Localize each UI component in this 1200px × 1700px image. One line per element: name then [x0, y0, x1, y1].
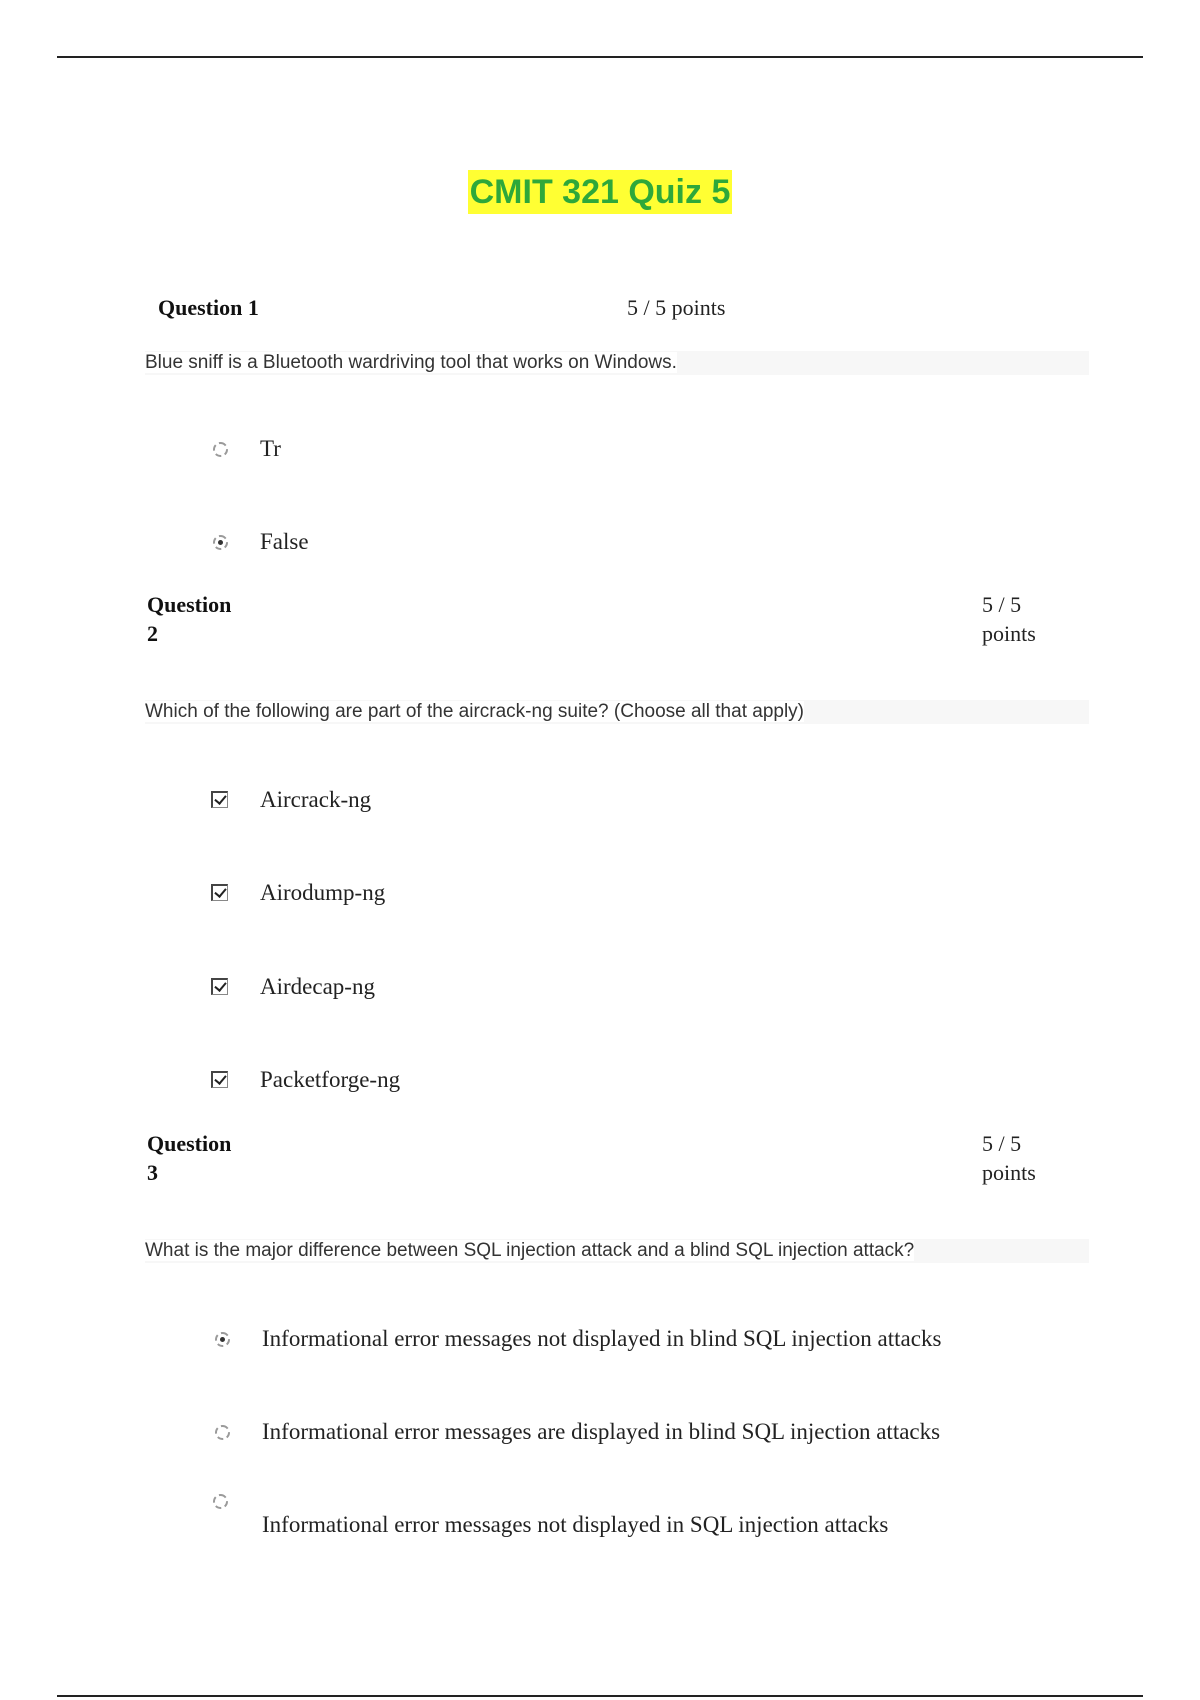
question-3-option-1-radio[interactable] [215, 1332, 230, 1347]
question-3-points [982, 1129, 1036, 1187]
question-1-text-content: Blue sniff is a Bluetooth wardriving tool that works on Windows. [145, 352, 677, 373]
question-1-option-1-label: Tr [260, 436, 281, 461]
question-3-option-1-label: Informational error messages not displayed in blind SQL injection attacks [262, 1326, 942, 1351]
question-3-points-line1: 5 / 5 [982, 1131, 1022, 1156]
question-3-option-2-label: Informational error messages are displayed in blind SQL injection attacks [262, 1419, 941, 1444]
question-2-option-3-checkbox[interactable] [211, 978, 228, 995]
question-2-option-2-label: Airodump-ng [260, 880, 386, 905]
question-2-label-line1: Question [147, 592, 232, 617]
question-1-points: 5 / 5 points [627, 295, 726, 320]
question-1-option-2-radio[interactable] [213, 535, 228, 550]
question-1-option-1-radio[interactable] [213, 442, 228, 457]
question-3-label-line1: Question [147, 1131, 232, 1156]
question-3-points-line2: points [982, 1160, 1036, 1185]
page-title: CMIT 321 Quiz 5 [468, 170, 733, 214]
top-rule [57, 56, 1143, 58]
question-2-text [145, 700, 1089, 724]
question-2-label [147, 590, 231, 648]
question-2-text-content: Which of the following are part of the aircrack-ng suite? (Choose all that apply) [145, 701, 804, 722]
question-3-text [145, 1239, 1089, 1263]
bottom-rule [57, 1695, 1143, 1697]
question-3-label [147, 1129, 231, 1187]
question-2-points-line2: points [982, 621, 1036, 646]
question-2-points-line1: 5 / 5 [982, 592, 1022, 617]
question-1-option-2-label: False [260, 529, 309, 554]
question-2-option-4-checkbox[interactable] [211, 1071, 228, 1088]
question-3-option-3-label: Informational error messages not displayed in SQL injection attacks [262, 1512, 889, 1537]
question-3-label-line2: 3 [147, 1160, 158, 1185]
question-1-label: Question 1 [158, 295, 259, 320]
question-2-points [982, 590, 1036, 648]
question-2-option-4-label: Packetforge-ng [260, 1067, 401, 1092]
question-2-option-2-checkbox[interactable] [211, 884, 228, 901]
question-2-option-3-label: Airdecap-ng [260, 974, 375, 999]
question-3-option-2-radio[interactable] [215, 1425, 230, 1440]
question-1-text [145, 351, 1089, 375]
question-3-text-content: What is the major difference between SQL injection attack and a blind SQL injection attack? [145, 1240, 915, 1261]
question-2-option-1-label: Aircrack-ng [260, 787, 372, 812]
question-2-option-1-checkbox[interactable] [211, 791, 228, 808]
title-wrap [0, 170, 1200, 214]
question-2-label-line2: 2 [147, 621, 158, 646]
question-3-option-3-radio[interactable] [213, 1494, 228, 1509]
